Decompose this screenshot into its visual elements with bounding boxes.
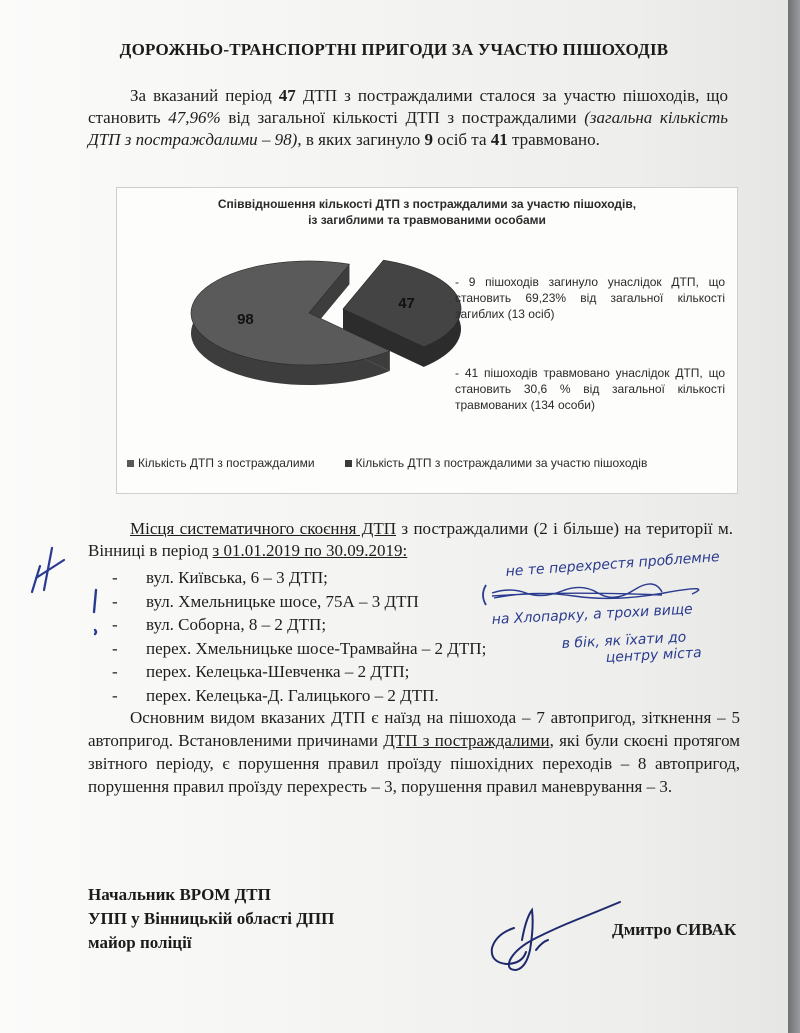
list-item: [112, 566, 486, 590]
pie-chart-svg: [117, 188, 737, 493]
intro-percentage: 47,96%: [168, 108, 221, 127]
chart-legend: [127, 456, 727, 470]
intro-text-1: За вказаний період: [130, 86, 279, 105]
list-dash: -: [112, 591, 118, 611]
list-item: [112, 637, 486, 661]
list-dash: -: [112, 638, 118, 658]
list-item-text: перех. Хмельницьке шосе-Трамвайна – 2 ДТП;: [146, 638, 487, 658]
pie-label-pedestrian: 47: [398, 295, 415, 313]
intro-text-4: , в яких загинуло: [297, 130, 425, 149]
list-dash: -: [112, 615, 118, 634]
chart-note-injured: - 41 пішоходів травмовано унаслідок ДТП, що становить 30,6 % від загальної кількості травмованих (134 особи): [455, 366, 725, 412]
list-item: [112, 684, 486, 708]
handwritten-note-line-4: центру міста: [605, 644, 703, 666]
legend-swatch-pedestrian: [345, 460, 352, 467]
margin-exclamation-mark: [94, 590, 96, 634]
list-item-text: вул. Соборна, 8 – 2 ДТП;: [146, 615, 327, 634]
signatory-rank: майор поліції: [88, 933, 192, 952]
cause-text-1: Основним видом вказаних ДТП є наїзд на пішохода – 7 автопригод, зіткнення – 5 автопригод. Встановленими причинами: [88, 708, 740, 750]
cause-text-3: , які були скоєні протягом звітного періоду, є порушення правил проїзду пішохідних переходів – 8 автопригод, порушення правил проїзду перехресть – 3, порушення правил маневрування – 3.: [88, 731, 741, 796]
handwritten-note-line-1: не те перехрестя проблемне: [505, 549, 721, 580]
signatory-position: Начальник ВРОМ ДТП: [88, 885, 271, 904]
handwritten-note-line-2: на Хлопарку, а трохи вище: [491, 601, 694, 628]
list-item: [112, 660, 486, 684]
legend-swatch-total: [127, 460, 134, 467]
chart-title-line-1: Співвідношення кількості ДТП з постраждалими за участю пішоходів,: [217, 197, 637, 211]
locations-list: [112, 566, 486, 707]
intro-text-5: осіб та: [432, 130, 491, 149]
handwriting-strikethrough: [492, 584, 699, 598]
signatory-department: УПП у Вінницькій області ДПП: [88, 909, 335, 928]
cause-text-2: ДТП з постраждалими: [383, 731, 550, 750]
page-edge-shadow: [788, 0, 800, 1033]
list-dash: -: [112, 662, 118, 681]
intro-count-total: 47: [278, 86, 296, 105]
legend-label-total: Кількість ДТП з постраждалими: [138, 456, 315, 470]
list-item: [112, 613, 486, 637]
pie-label-total: 98: [237, 310, 254, 328]
places-text-1: Місця систематичного скоєння ДТП: [130, 519, 397, 538]
document-title: ДОРОЖНЬО-ТРАНСПОРТНІ ПРИГОДИ ЗА УЧАСТЮ ПІШОХОДІВ: [119, 40, 669, 59]
list-dash: -: [112, 685, 118, 705]
places-paragraph: [88, 518, 733, 562]
legend-item-pedestrian: [345, 456, 648, 470]
list-item-text: перех. Келецька-Д. Галицького – 2 ДТП.: [146, 685, 439, 705]
intro-count-injured: 41: [490, 130, 508, 149]
chart-note-killed: - 9 пішоходів загинуло унаслідок ДТП, що становить 69,23% від загальної кількості загиблих (13 осіб): [455, 275, 725, 321]
intro-text-6: травмовано.: [507, 130, 600, 149]
signatory-name: Дмитро СИВАК: [612, 920, 737, 939]
intro-text-2: ДТП з постраждалими сталося за участю пішоходів, що становить: [88, 86, 728, 127]
legend-item-total: [127, 456, 315, 470]
chart-title-line-2: із загиблими та травмованими особами: [308, 213, 546, 227]
intro-paragraph: [88, 85, 728, 151]
places-period: з 01.01.2019 по 30.09.2019:: [212, 541, 408, 560]
pie-chart-box: [116, 187, 738, 494]
list-item-text: перех. Келецька-Шевченка – 2 ДТП;: [146, 662, 410, 681]
list-item-text: вул. Хмельницьке шосе, 75А – 3 ДТП: [146, 591, 419, 611]
intro-parenthetical: (загальна кількість ДТП з постраждалими – 98): [88, 108, 728, 149]
list-item: [112, 590, 486, 614]
list-dash: -: [112, 568, 118, 587]
intro-text-3: від загальної кількості ДТП з постраждалими: [220, 108, 585, 127]
handwritten-signature: [492, 902, 620, 970]
signatory-title-block: [88, 883, 334, 955]
intro-count-killed: 9: [424, 130, 433, 149]
list-item-text: вул. Київська, 6 – 3 ДТП;: [146, 568, 328, 587]
causes-paragraph: [88, 706, 740, 798]
handwritten-note-line-3: в бік, як їхати до: [561, 629, 687, 652]
places-text-2: з постраждалими (2 і більше) на території м. Вінниці в період: [88, 519, 733, 560]
legend-label-pedestrian: Кількість ДТП з постраждалими за участю пішоходів: [355, 456, 648, 470]
margin-mark-slash: [32, 548, 64, 592]
